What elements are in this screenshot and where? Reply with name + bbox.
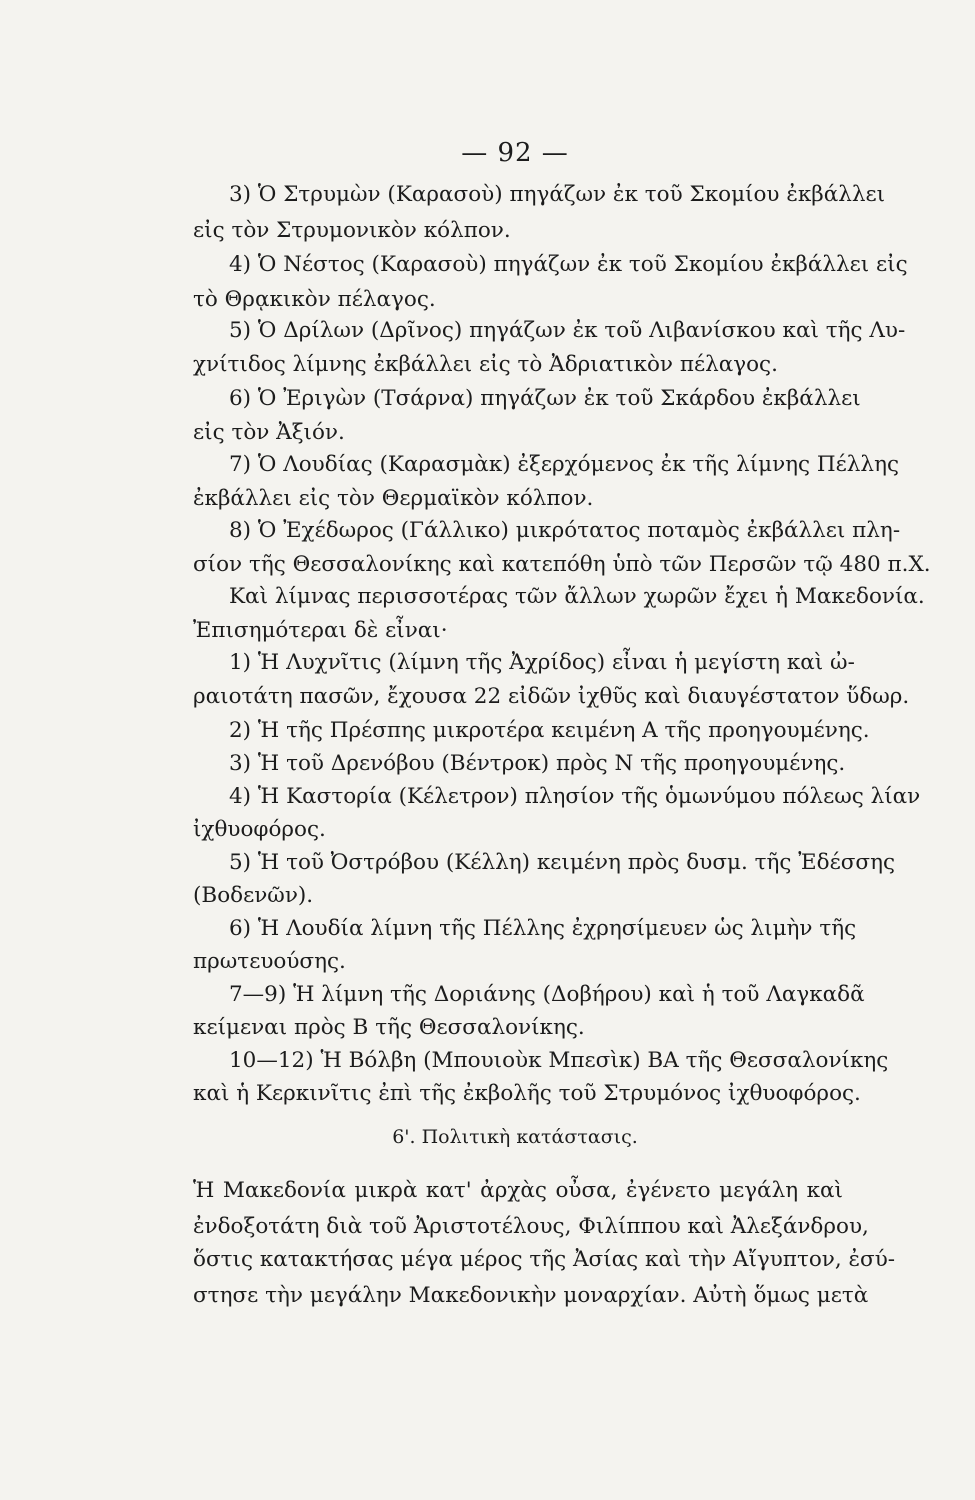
text-line: πρωτευούσης. (193, 949, 346, 974)
text-line: εἰς τὸν Ἀξιόν. (193, 420, 345, 445)
text-line: χνίτιδος λίμνης ἐκβάλλει εἰς τὸ Ἀδριατικὸν πέλαγος. (193, 352, 778, 377)
text-line: 2) Ἡ τῆς Πρέσπης μικροτέρα κειμένη Α τῆς προηγουμένης. (229, 718, 870, 743)
text-line: 1) Ἡ Λυχνῖτις (λίμνη τῆς Ἀχρίδος) εἶναι ἡ μεγίστη καὶ ὠ- (229, 650, 855, 675)
text-line: καὶ ἡ Κερκινῖτις ἐπὶ τῆς ἐκβολῆς τοῦ Στρυμόνος ἰχθυοφόρος. (193, 1081, 861, 1106)
text-line: ὅστις κατακτήσας μέγα μέρος τῆς Ἀσίας καὶ τὴν Αἴγυπτον, ἐσύ- (193, 1247, 896, 1272)
text-line: Καὶ λίμνας περισσοτέρας τῶν ἄλλων χωρῶν ἔχει ἡ Μακεδονία. (229, 584, 925, 609)
text-line: τὸ Θρᾳκικὸν πέλαγος. (193, 287, 436, 312)
text-line: (Βοδενῶν). (193, 883, 314, 908)
text-line: 8) Ὁ Ἐχέδωρος (Γάλλικο) μικρότατος ποταμὸς ἐκβάλλει πλη- (229, 518, 901, 543)
text-line: 5) Ὁ Δρίλων (Δρῖνος) πηγάζων ἐκ τοῦ Λιβανίσκου καὶ τῆς Λυ- (229, 318, 906, 343)
text-line: 7—9) Ἡ λίμνη τῆς Δοριάνης (Δοβήρου) καὶ ἡ τοῦ Λαγκαδᾶ (229, 982, 865, 1007)
text-line: 3) Ἡ τοῦ Δρενόβου (Βέντροκ) πρὸς Ν τῆς προηγουμένης. (229, 751, 846, 776)
text-line: ραιοτάτη πασῶν, ἔχουσα 22 εἰδῶν ἰχθῦς καὶ διαυγέστατον ὕδωρ. (193, 684, 910, 709)
text-line: Ἐπισημότεραι δὲ εἶναι· (193, 618, 448, 643)
text-line: ἰχθυοφόρος. (193, 817, 326, 842)
text-line: ἐκβάλλει εἰς τὸν Θερμαϊκὸν κόλπον. (193, 486, 594, 511)
text-line: 10—12) Ἡ Βόλβη (Μπουιοὺκ Μπεσὶκ) ΒΑ τῆς Θεσσαλονίκης (229, 1048, 889, 1073)
text-line: 7) Ὁ Λουδίας (Καρασμὰκ) ἐξερχόμενος ἐκ τῆς λίμνης Πέλλης (229, 452, 899, 477)
text-line: 5) Ἡ τοῦ Ὀστρόβου (Κέλλη) κειμένη πρὸς δυσμ. τῆς Ἐδέσσης (229, 850, 895, 875)
text-line: 6) Ὁ Ἐριγὼν (Τσάρνα) πηγάζων ἐκ τοῦ Σκάρδου ἐκβάλλει (229, 386, 861, 411)
text-line: ἐνδοξοτάτη διὰ τοῦ Ἀριστοτέλους, Φιλίππου καὶ Ἀλεξάνδρου, (193, 1214, 869, 1239)
text-line: στησε τὴν μεγάλην Μακεδονικὴν μοναρχίαν. Αὐτὴ ὅμως μετὰ (193, 1283, 869, 1308)
text-line: 6) Ἡ Λουδία λίμνη τῆς Πέλλης ἐχρησίμευεν ὡς λιμὴν τῆς (229, 916, 857, 941)
section-heading: 6'. Πολιτικὴ κατάστασις. (392, 1126, 638, 1148)
text-line: εἰς τὸν Στρυμονικὸν κόλπον. (193, 218, 511, 243)
page-number: — 92 — (461, 138, 569, 168)
text-line: 4) Ὁ Νέστος (Καρασοὺ) πηγάζων ἐκ τοῦ Σκομίου ἐκβάλλει εἰς (229, 252, 908, 277)
text-line: 3) Ὁ Στρυμὼν (Καρασοὺ) πηγάζων ἐκ τοῦ Σκομίου ἐκβάλλει (229, 182, 886, 207)
text-line: κείμεναι πρὸς Β τῆς Θεσσαλονίκης. (193, 1015, 585, 1040)
text-line: Ἡ Μακεδονία μικρὰ κατ' ἀρχὰς οὖσα, ἐγένετο μεγάλη καὶ (193, 1178, 843, 1203)
text-line: σίον τῆς Θεσσαλονίκης καὶ κατεπόθη ὑπὸ τῶν Περσῶν τῷ 480 π.Χ. (193, 552, 931, 577)
text-line: 4) Ἡ Καστορία (Κέλετρον) πλησίον τῆς ὁμωνύμου πόλεως λίαν (229, 784, 921, 809)
